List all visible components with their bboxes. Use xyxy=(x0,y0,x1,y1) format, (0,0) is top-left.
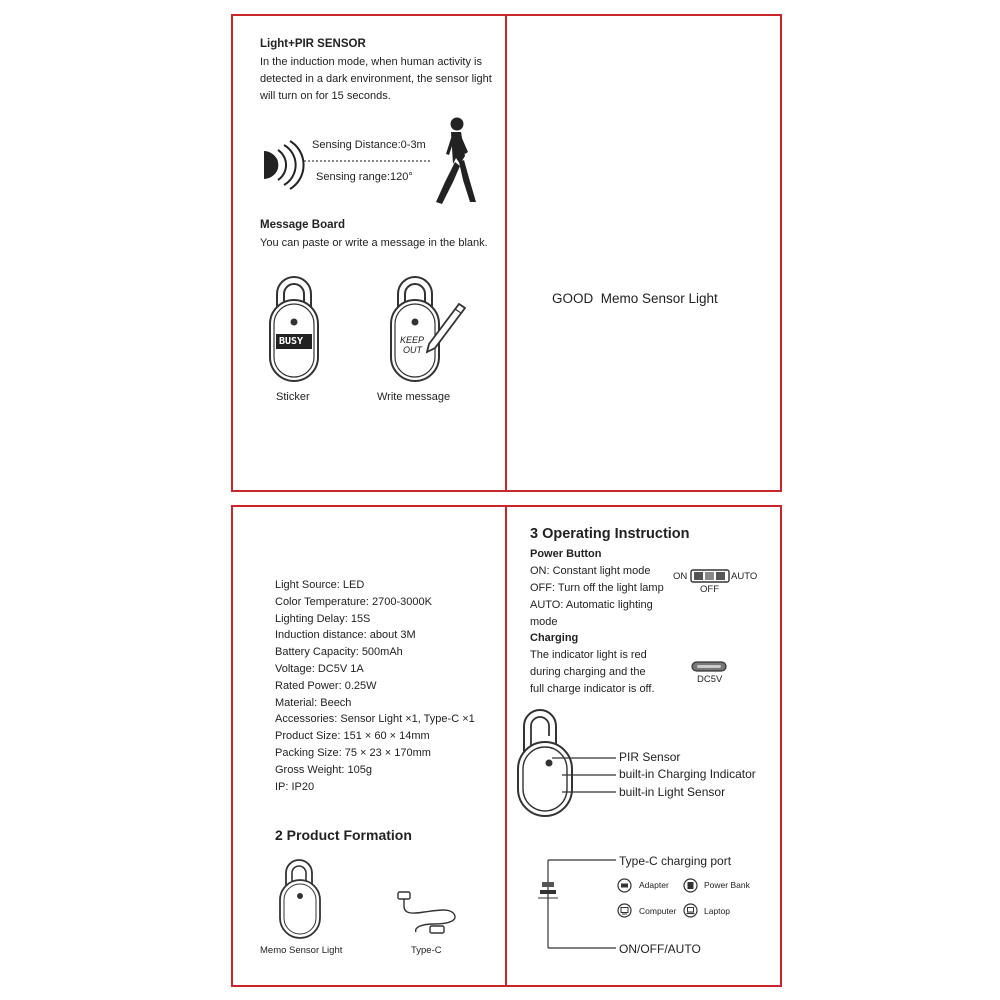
pir-description-line1: In the induction mode, when human activity is xyxy=(260,56,482,68)
switch-on-label: ON xyxy=(673,571,688,582)
spec-item: Accessories: Sensor Light ×1, Type-C ×1 xyxy=(275,713,475,726)
on-off-auto-label: ON/OFF/AUTO xyxy=(619,942,701,956)
switch-auto-label: AUTO xyxy=(731,571,758,582)
busy-sticker-text: BUSY xyxy=(279,336,304,347)
hanger-callout-diagram xyxy=(512,706,622,818)
sensing-dotted-line xyxy=(304,158,434,164)
computer-icon xyxy=(617,903,632,918)
power-button-heading: Power Button xyxy=(530,548,602,560)
keep-out-text-line2: OUT xyxy=(403,345,422,355)
spec-item: Rated Power: 0.25W xyxy=(275,679,377,692)
spec-item: Light Source: LED xyxy=(275,579,365,591)
power-line-3: AUTO: Automatic lighting xyxy=(530,599,653,611)
pir-description-line3: will turn on for 15 seconds. xyxy=(260,90,391,102)
spec-item: Voltage: DC5V 1A xyxy=(275,662,364,675)
sticker-hanger-illustration xyxy=(264,270,324,385)
power-bank-icon xyxy=(683,878,698,893)
source-computer: Computer xyxy=(639,906,677,916)
walking-person-icon xyxy=(430,116,478,208)
charging-line-2: during charging and the xyxy=(530,666,646,678)
message-board-description: You can paste or write a message in the blank. xyxy=(260,237,488,249)
power-line-2: OFF: Turn off the light lamp xyxy=(530,582,664,594)
sensor-waves-icon xyxy=(258,135,308,195)
spec-item: Gross Weight: 105g xyxy=(275,763,373,776)
callout-light-sensor: built-in Light Sensor xyxy=(619,785,726,799)
pir-heading: Light+PIR SENSOR xyxy=(260,38,366,50)
callout-pir-sensor: PIR Sensor xyxy=(619,750,681,764)
spec-item: Lighting Delay: 15S xyxy=(275,612,371,625)
power-line-1: ON: Constant light mode xyxy=(530,565,651,577)
type-c-caption: Type-C xyxy=(411,945,442,956)
adapter-icon xyxy=(617,878,632,893)
product-title: GOOD Memo Sensor Light xyxy=(552,291,718,306)
write-message-caption: Write message xyxy=(377,391,451,403)
memo-sensor-light-illustration xyxy=(276,855,326,941)
spec-item: Packing Size: 75 × 23 × 170mm xyxy=(275,746,431,759)
type-c-port-label: Type-C charging port xyxy=(619,854,732,868)
sensing-range-label: Sensing range:120° xyxy=(316,171,413,183)
switch-off-label: OFF xyxy=(700,584,719,595)
spec-list xyxy=(275,577,475,795)
charging-line-1: The indicator light is red xyxy=(530,649,647,661)
charging-heading: Charging xyxy=(530,632,579,644)
dc5v-label: DC5V xyxy=(697,674,723,685)
dc5v-port-icon xyxy=(691,661,727,672)
sensing-distance-label: Sensing Distance:0-3m xyxy=(312,139,426,151)
memo-sensor-light-caption: Memo Sensor Light xyxy=(260,945,343,956)
power-switch-icon xyxy=(690,569,730,583)
port-side-diagram xyxy=(538,852,618,952)
product-formation-title: 2 Product Formation xyxy=(275,827,412,843)
write-hanger-illustration xyxy=(385,270,470,385)
keep-out-text-line1: KEEP xyxy=(400,335,425,345)
spec-item: Product Size: 151 × 60 × 14mm xyxy=(275,730,430,743)
spec-item: Material: Beech xyxy=(275,696,352,709)
source-adapter: Adapter xyxy=(639,880,669,890)
operating-instruction-title: 3 Operating Instruction xyxy=(530,526,690,542)
pir-description-line2: detected in a dark environment, the sensor light xyxy=(260,73,492,85)
spec-item: Induction distance: about 3M xyxy=(275,629,416,642)
charging-line-3: full charge indicator is off. xyxy=(530,683,655,695)
message-board-heading: Message Board xyxy=(260,219,346,231)
power-line-4: mode xyxy=(530,616,558,628)
panel-product-title xyxy=(505,14,782,492)
spec-item: Color Temperature: 2700-3000K xyxy=(275,595,432,608)
sticker-caption: Sticker xyxy=(276,391,310,403)
spec-item: IP: IP20 xyxy=(275,780,315,793)
laptop-icon xyxy=(683,903,698,918)
source-power-bank: Power Bank xyxy=(704,880,750,890)
source-laptop: Laptop xyxy=(704,906,730,916)
type-c-cable-icon xyxy=(390,890,468,938)
spec-item: Battery Capacity: 500mAh xyxy=(275,646,403,659)
callout-charging-indicator: built-in Charging Indicator xyxy=(619,767,756,781)
